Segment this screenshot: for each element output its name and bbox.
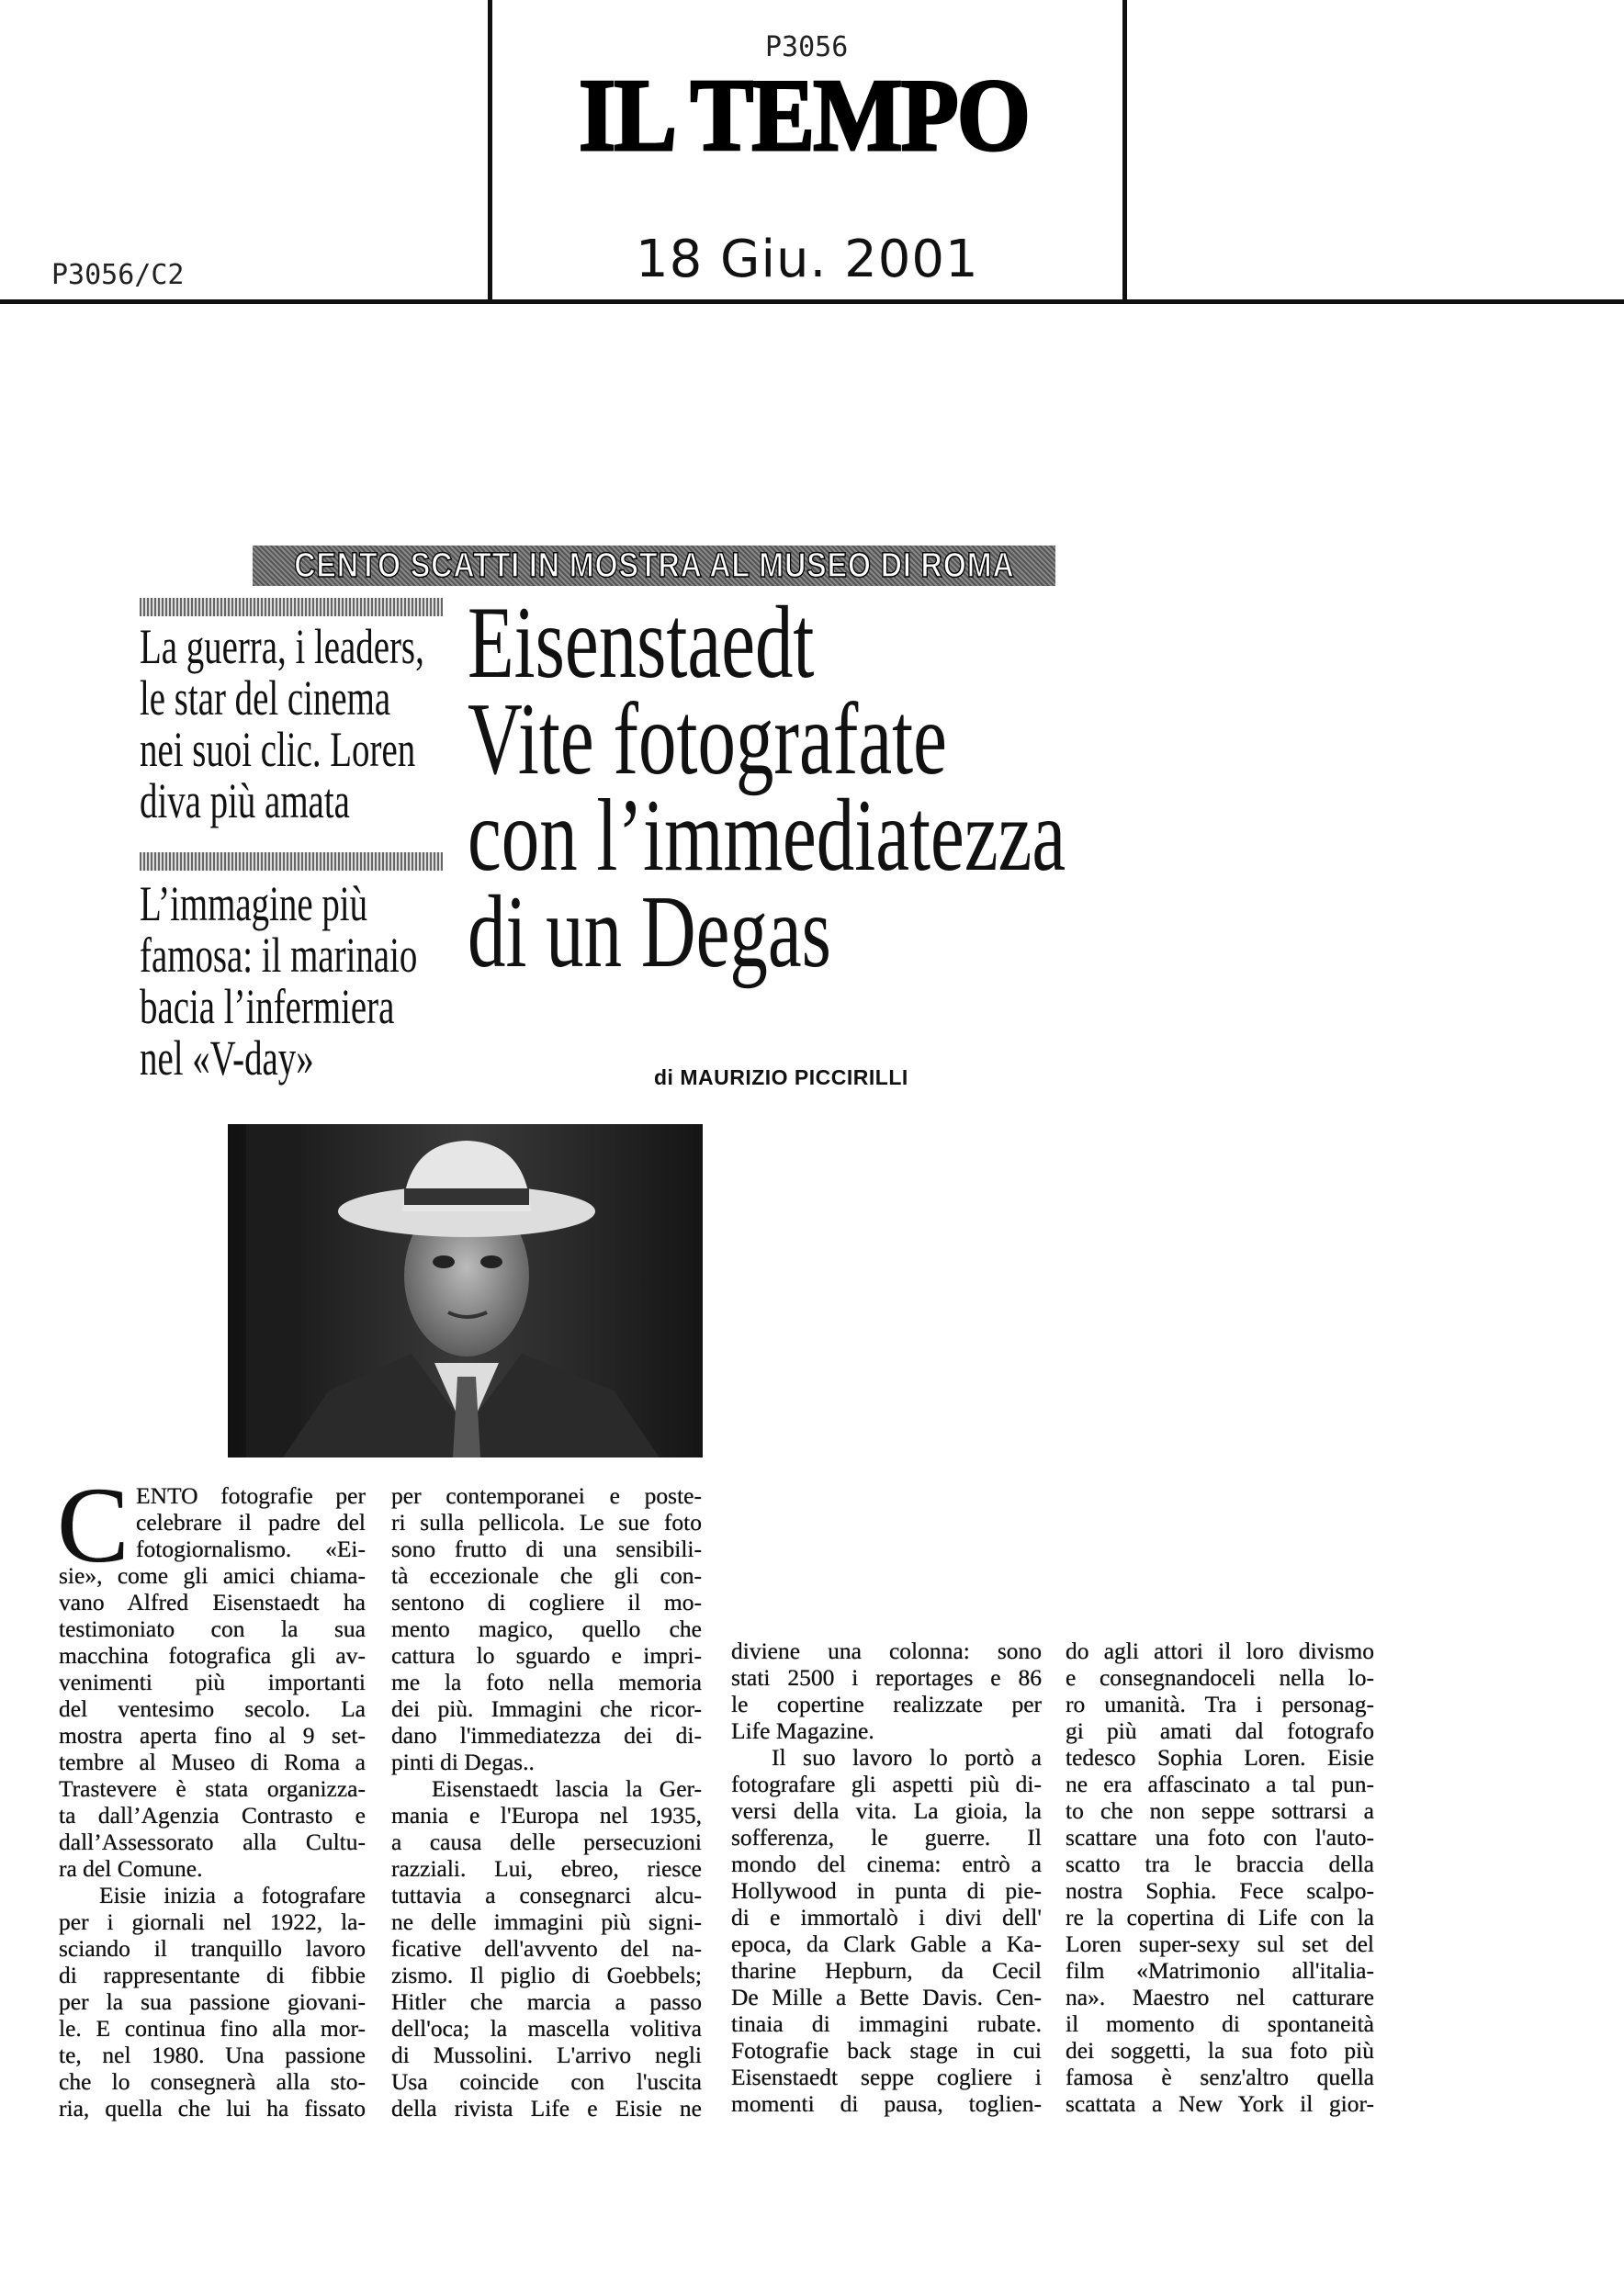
article-text-line: do agli attori il loro divismo — [1066, 1638, 1374, 1664]
article-text-line: della rivista Life e Eisie ne — [391, 2095, 702, 2122]
article-text-line: celebrare il padre del — [136, 1509, 366, 1536]
article-text-line: che lo consegnerà alla sto- — [59, 2068, 366, 2095]
article-text-line: tuttavia a consegnarci alcu- — [391, 1882, 702, 1908]
publication-date: 18 Giu. 2001 — [636, 230, 979, 289]
article-column-2 — [391, 1482, 702, 2122]
article-text-line: macchina fotografica gli av- — [59, 1642, 366, 1669]
article-text-line: per i giornali nel 1922, la- — [59, 1908, 366, 1935]
article-text-line: sentono di cogliere il mo- — [391, 1589, 702, 1615]
headline-line: Vite fotografate — [468, 682, 947, 796]
headline — [468, 586, 1276, 989]
subhead-line: L’immagine più — [140, 876, 368, 931]
article-text-line: ne delle immagini più signi- — [391, 1908, 702, 1935]
article-text-line: cattura lo sguardo e impri- — [391, 1642, 702, 1669]
article-text-line: nostra Sophia. Fece scalpo- — [1066, 1877, 1374, 1904]
article-text-line: re la copertina di Life con la — [1066, 1904, 1374, 1930]
article-text-line: De Mille a Bette Davis. Cen- — [731, 1984, 1042, 2010]
article-text-line: del ventesimo secolo. La — [59, 1695, 366, 1722]
article-text-line: mento magico, quello che — [391, 1615, 702, 1642]
article-text-line: ra del Comune. — [59, 1855, 203, 1882]
article-text-line: Hollywood in punta di pie- — [731, 1877, 1042, 1904]
headline-line: con l’immediatezza — [468, 779, 1066, 893]
article-text-line: dell'oca; la mascella volitiva — [391, 2015, 702, 2042]
article-text-line: momenti di pausa, toglien- — [731, 2090, 1042, 2117]
article-column-3 — [731, 1638, 1042, 2117]
article-column-1 — [57, 1465, 366, 2122]
article-text-line: fotografare gli aspetti più di- — [731, 1771, 1042, 1797]
article-text-line: Eisenstaedt seppe cogliere i — [731, 2064, 1042, 2090]
article-text-line: dall’Assessorato alla Cultu- — [59, 1829, 366, 1855]
article-text-line: a causa delle persecuzioni — [391, 1829, 702, 1855]
byline: di MAURIZIO PICCIRILLI — [654, 1065, 908, 1089]
article-text-line: Hitler che marcia a passo — [391, 1988, 702, 2015]
subhead-line: La guerra, i leaders, — [140, 619, 424, 674]
article-text-line: sofferenza, le guerre. Il — [731, 1824, 1042, 1851]
article-text-line: dano l'immediatezza dei di- — [391, 1722, 702, 1749]
portrait-photo — [228, 1124, 703, 1458]
subhead-rule — [140, 598, 443, 616]
article-text-line: famosa è senz'altro quella — [1066, 2064, 1374, 2090]
article-text-line: dei soggetti, la sua foto più — [1066, 2037, 1374, 2064]
article-text-line: e consegnandoceli nella lo- — [1066, 1664, 1374, 1691]
article-text-line: di e immortalò i divi dell' — [731, 1904, 1042, 1930]
article-text-line: il momento di spontaneità — [1066, 2010, 1374, 2037]
article-text-line: di rappresentante di fibbie — [59, 1962, 366, 1988]
newspaper-logo: IL TEMPO — [579, 59, 1030, 173]
article-text-line: Life Magazine. — [731, 1717, 874, 1744]
article-text-line: mondo del cinema: entrò a — [731, 1851, 1042, 1877]
article-text-line: ta dall’Agenzia Contrasto e — [59, 1802, 366, 1829]
article-text-line: Eisie inizia a fotografare — [99, 1882, 366, 1908]
article-text-line: na». Maestro nel catturare — [1066, 1984, 1374, 2010]
article-text-line: ria, quella che lui ha fissato — [59, 2095, 366, 2122]
article-text-line: zismo. Il piglio di Goebbels; — [391, 1962, 702, 1988]
article-text-line: Fotografie back stage in cui — [731, 2037, 1042, 2064]
article-text-line: vano Alfred Eisenstaedt ha — [59, 1589, 366, 1615]
header-divider-left — [488, 0, 492, 303]
article-text-line: per contemporanei e poste- — [391, 1482, 702, 1509]
article-text-line: fotogiornalismo. «Ei- — [136, 1536, 366, 1562]
subhead-rule — [140, 852, 443, 871]
article-text-line: Trastevere è stata organizza- — [59, 1775, 366, 1802]
headline-line: di un Degas — [468, 875, 831, 989]
subhead-line: bacia l’infermiera — [140, 979, 395, 1034]
archive-page-code: P3056/C2 — [51, 259, 185, 291]
article-text-line: sciando il tranquillo lavoro — [59, 1935, 366, 1962]
article-text-line: venimenti più importanti — [59, 1669, 366, 1695]
article-text-line: scattata a New York il gior- — [1066, 2090, 1374, 2117]
article-text-line: Usa coincide con l'uscita — [391, 2068, 702, 2095]
article-text-line: tembre al Museo di Roma a — [59, 1749, 366, 1775]
article-text-line: le copertine realizzate per — [731, 1691, 1042, 1717]
subhead-2 — [140, 878, 452, 1084]
article-text-line: sie», come gli amici chiama- — [59, 1562, 366, 1589]
article-text-line: tinaia di immagini rubate. — [731, 2010, 1042, 2037]
article-text-line: Il suo lavoro lo portò a — [772, 1744, 1042, 1771]
article-text-line: sono frutto di una sensibili- — [391, 1536, 702, 1562]
article-text-line: tedesco Sophia Loren. Eisie — [1066, 1744, 1374, 1771]
article-text-line: te, nel 1980. Una passione — [59, 2042, 366, 2068]
article-text-line: tà eccezionale che gli con- — [391, 1562, 702, 1589]
article-text-line: epoca, da Clark Gable a Ka- — [731, 1930, 1042, 1957]
article-text-line: Loren super-sexy sul set del — [1066, 1930, 1374, 1957]
drop-cap: C — [57, 1465, 130, 1585]
article-text-line: ro umanità. Tra i personag- — [1066, 1691, 1374, 1717]
article-text-line: mostra aperta fino al 9 set- — [59, 1722, 366, 1749]
article-text-line: ficative dell'avvento del na- — [391, 1935, 702, 1962]
subhead-line: le star del cinema — [140, 670, 391, 726]
article-column-4 — [1066, 1638, 1374, 2117]
article-text-line: testimoniato con la sua — [59, 1615, 366, 1642]
subhead-line: nei suoi clic. Loren — [140, 722, 416, 777]
article-text-line: mania e l'Europa nel 1935, — [391, 1802, 702, 1829]
subhead-line: nel «V-day» — [140, 1030, 314, 1086]
subhead-line: diva più amata — [140, 773, 350, 828]
kicker-text: CENTO SCATTI IN MOSTRA AL MUSEO DI ROMA — [293, 546, 1015, 585]
article-text-line: diviene una colonna: sono — [731, 1638, 1042, 1664]
header-divider-right — [1122, 0, 1127, 303]
article-text-line: di Mussolini. L'arrivo negli — [391, 2042, 702, 2068]
portrait-illustration — [228, 1124, 703, 1458]
archive-code: P3056 — [765, 31, 849, 63]
article-text-line: scatto tra le braccia della — [1066, 1851, 1374, 1877]
article-text-line: me la foto nella memoria — [391, 1669, 702, 1695]
article-text-line: le. E continua fino alla mor- — [59, 2015, 366, 2042]
article-text-line: ne era affascinato a tal pun- — [1066, 1771, 1374, 1797]
article-text-line: ri sulla pellicola. Le sue foto — [391, 1509, 702, 1536]
article-text-line: per la sua passione giovani- — [59, 1988, 366, 2015]
article-text-line: ENTO fotografie per — [136, 1482, 366, 1509]
article-text-line: versi della vita. La gioia, la — [731, 1797, 1042, 1824]
article-text-line: stati 2500 i reportages e 86 — [731, 1664, 1042, 1691]
article-text-line: scattare una foto con l'auto- — [1066, 1824, 1374, 1851]
article-text-line: tharine Hepburn, da Cecil — [731, 1957, 1042, 1984]
subhead-1 — [140, 621, 452, 827]
article-text-line: to che non seppe sottrarsi a — [1066, 1797, 1374, 1824]
header-rule — [0, 299, 1624, 304]
article-text-line: gi più amati dal fotografo — [1066, 1717, 1374, 1744]
kicker-banner — [253, 546, 1055, 586]
article-text-line: razziali. Lui, ebreo, riesce — [391, 1855, 702, 1882]
article-text-line: dei più. Immagini che ricor- — [391, 1695, 702, 1722]
article-text-line: film «Matrimonio all'italia- — [1066, 1957, 1374, 1984]
headline-line: Eisenstaedt — [468, 586, 815, 700]
article-text-line: pinti di Degas.. — [391, 1749, 535, 1775]
article-text-line: Eisenstaedt lascia la Ger- — [432, 1775, 702, 1802]
subhead-line: famosa: il marinaio — [140, 928, 418, 983]
